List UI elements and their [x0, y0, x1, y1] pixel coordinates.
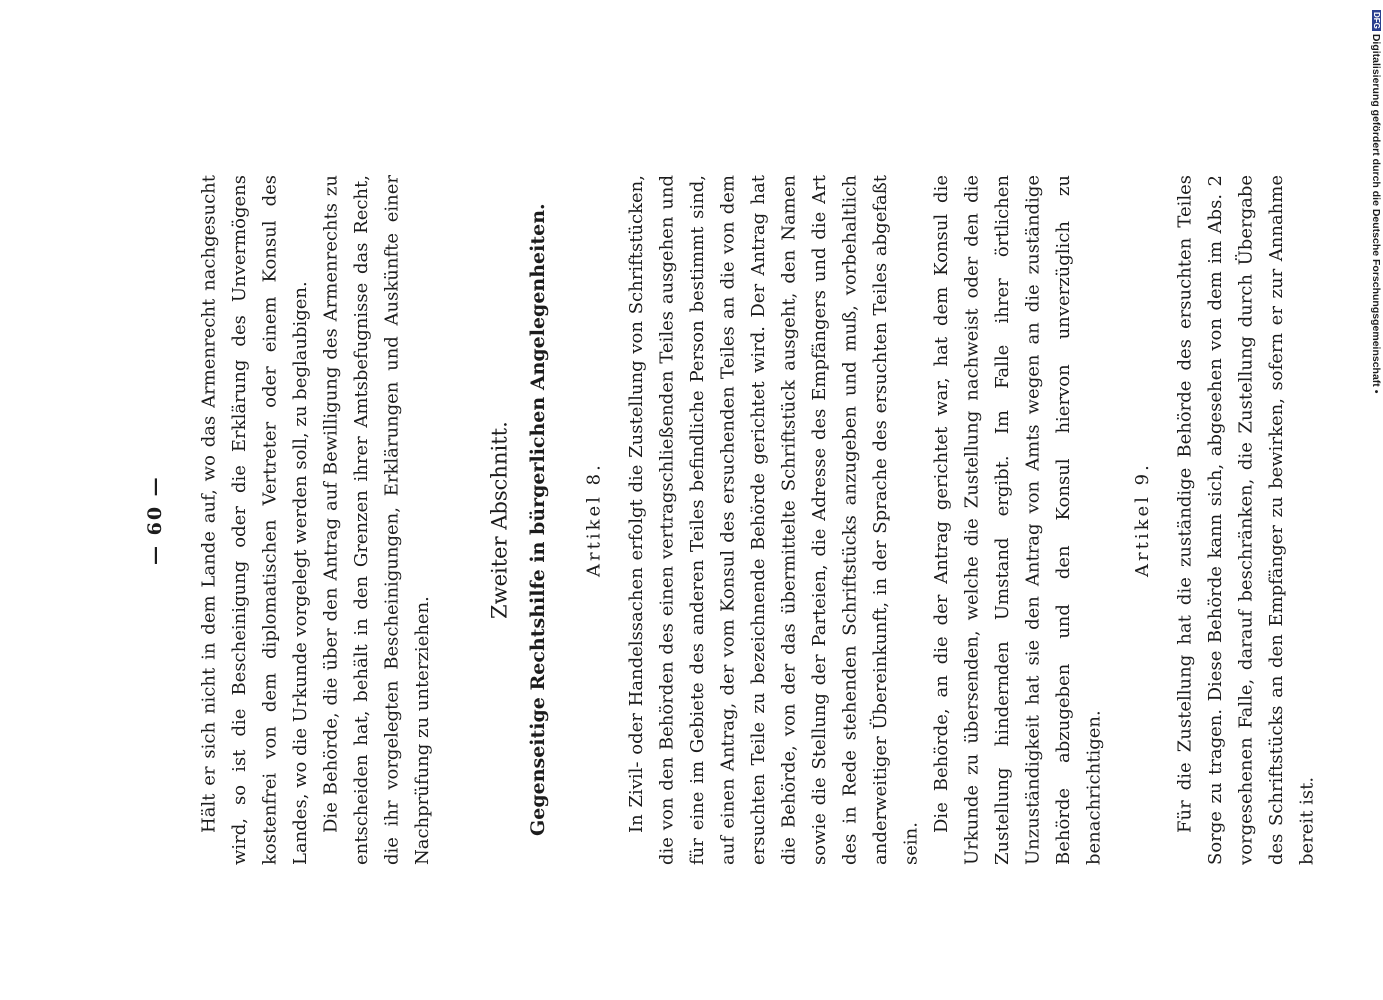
section-heading: Zweiter Abschnitt. — [487, 421, 512, 619]
digitization-credit — [1368, 10, 1382, 394]
dfg-logo: DFG — [1372, 12, 1381, 29]
article-9-paragraph-1: Für die Zustellung hat die zuständige Behörde des ersuchten Teiles Sorge zu tragen. Diese Behörde kann sich, abgesehen von dem im Abs. 2 vorgesehenen Falle, darauf beschränken, die Zustellung durch Übergabe des Schriftstücks an den Empfänger zu bewirken, sofern er zur Annahme bereit ist. — [1174, 175, 1318, 865]
credit-text: Digitalisierung gefördert durch die Deutsche Forschungsgemeinschaft • — [1370, 33, 1382, 394]
section-title: Gegenseitige Rechtshilfe in bürgerlichen Angelegenheiten. — [527, 203, 549, 837]
document-page — [140, 175, 1318, 865]
article-8-paragraph-2: Die Behörde, an die der Antrag gerichtet war, hat dem Konsul die Urkunde zu übersenden, welche die Zustellung nachweist oder den die Zustellung hindernden Umstand ergibt. Im Falle ihrer örtlichen Unzuständigkeit hat sie den Antrag von Amts wegen an die zuständige Behörde abzugeben und den Konsul hiervon unverzüglich zu benachrichtigen. — [931, 175, 1105, 865]
article-8-heading: Artikel 8. — [583, 462, 605, 578]
article-9-heading: Artikel 9. — [1132, 462, 1153, 578]
paragraph-intro-2: Die Behörde, die über den Antrag auf Bewilligung des Armenrechts zu entscheiden hat, behält in den Grenzen ihrer Amtsbefugnisse das Recht, die ihr vorgelegten Bescheinigungen, Erklärungen und Auskünfte einer Nachprüfung zu unterziehen. — [320, 175, 433, 865]
page-number: — 60 — — [144, 475, 166, 565]
paragraph-intro-1: Hält er sich nicht in dem Lande auf, wo das Armenrecht nachgesucht wird, so ist die Bescheinigung oder die Erklärung des Unvermögens kostenfrei von dem diplomatischen Vertreter oder einem Konsul des Landes, wo die Urkunde vorgelegt werden soll, zu beglaubigen. — [198, 175, 311, 865]
article-8-paragraph-1: In Zivil- oder Handelssachen erfolgt die Zustellung von Schriftstücken, die von den Behörden des einen vertragschließenden Teiles ausgehen und für eine im Gebiete des anderen Teiles befindliche Person bestimmt sind, auf einen Antrag, der vom Konsul des ersuchenden Teiles an die von dem ersuchten Teile zu bezeichnende Behörde gerichtet wird. Der Antrag hat die Behörde, von der das übermittelte Schriftstück ausgeht, den Namen sowie die Stellung der Parteien, die Adresse des Empfängers und die Art des in Rede stehenden Schriftstücks anzugeben und muß, vorbehaltlich anderweitiger Übereinkunft, in der Sprache des ersuchten Teiles abgefaßt sein. — [626, 175, 922, 865]
